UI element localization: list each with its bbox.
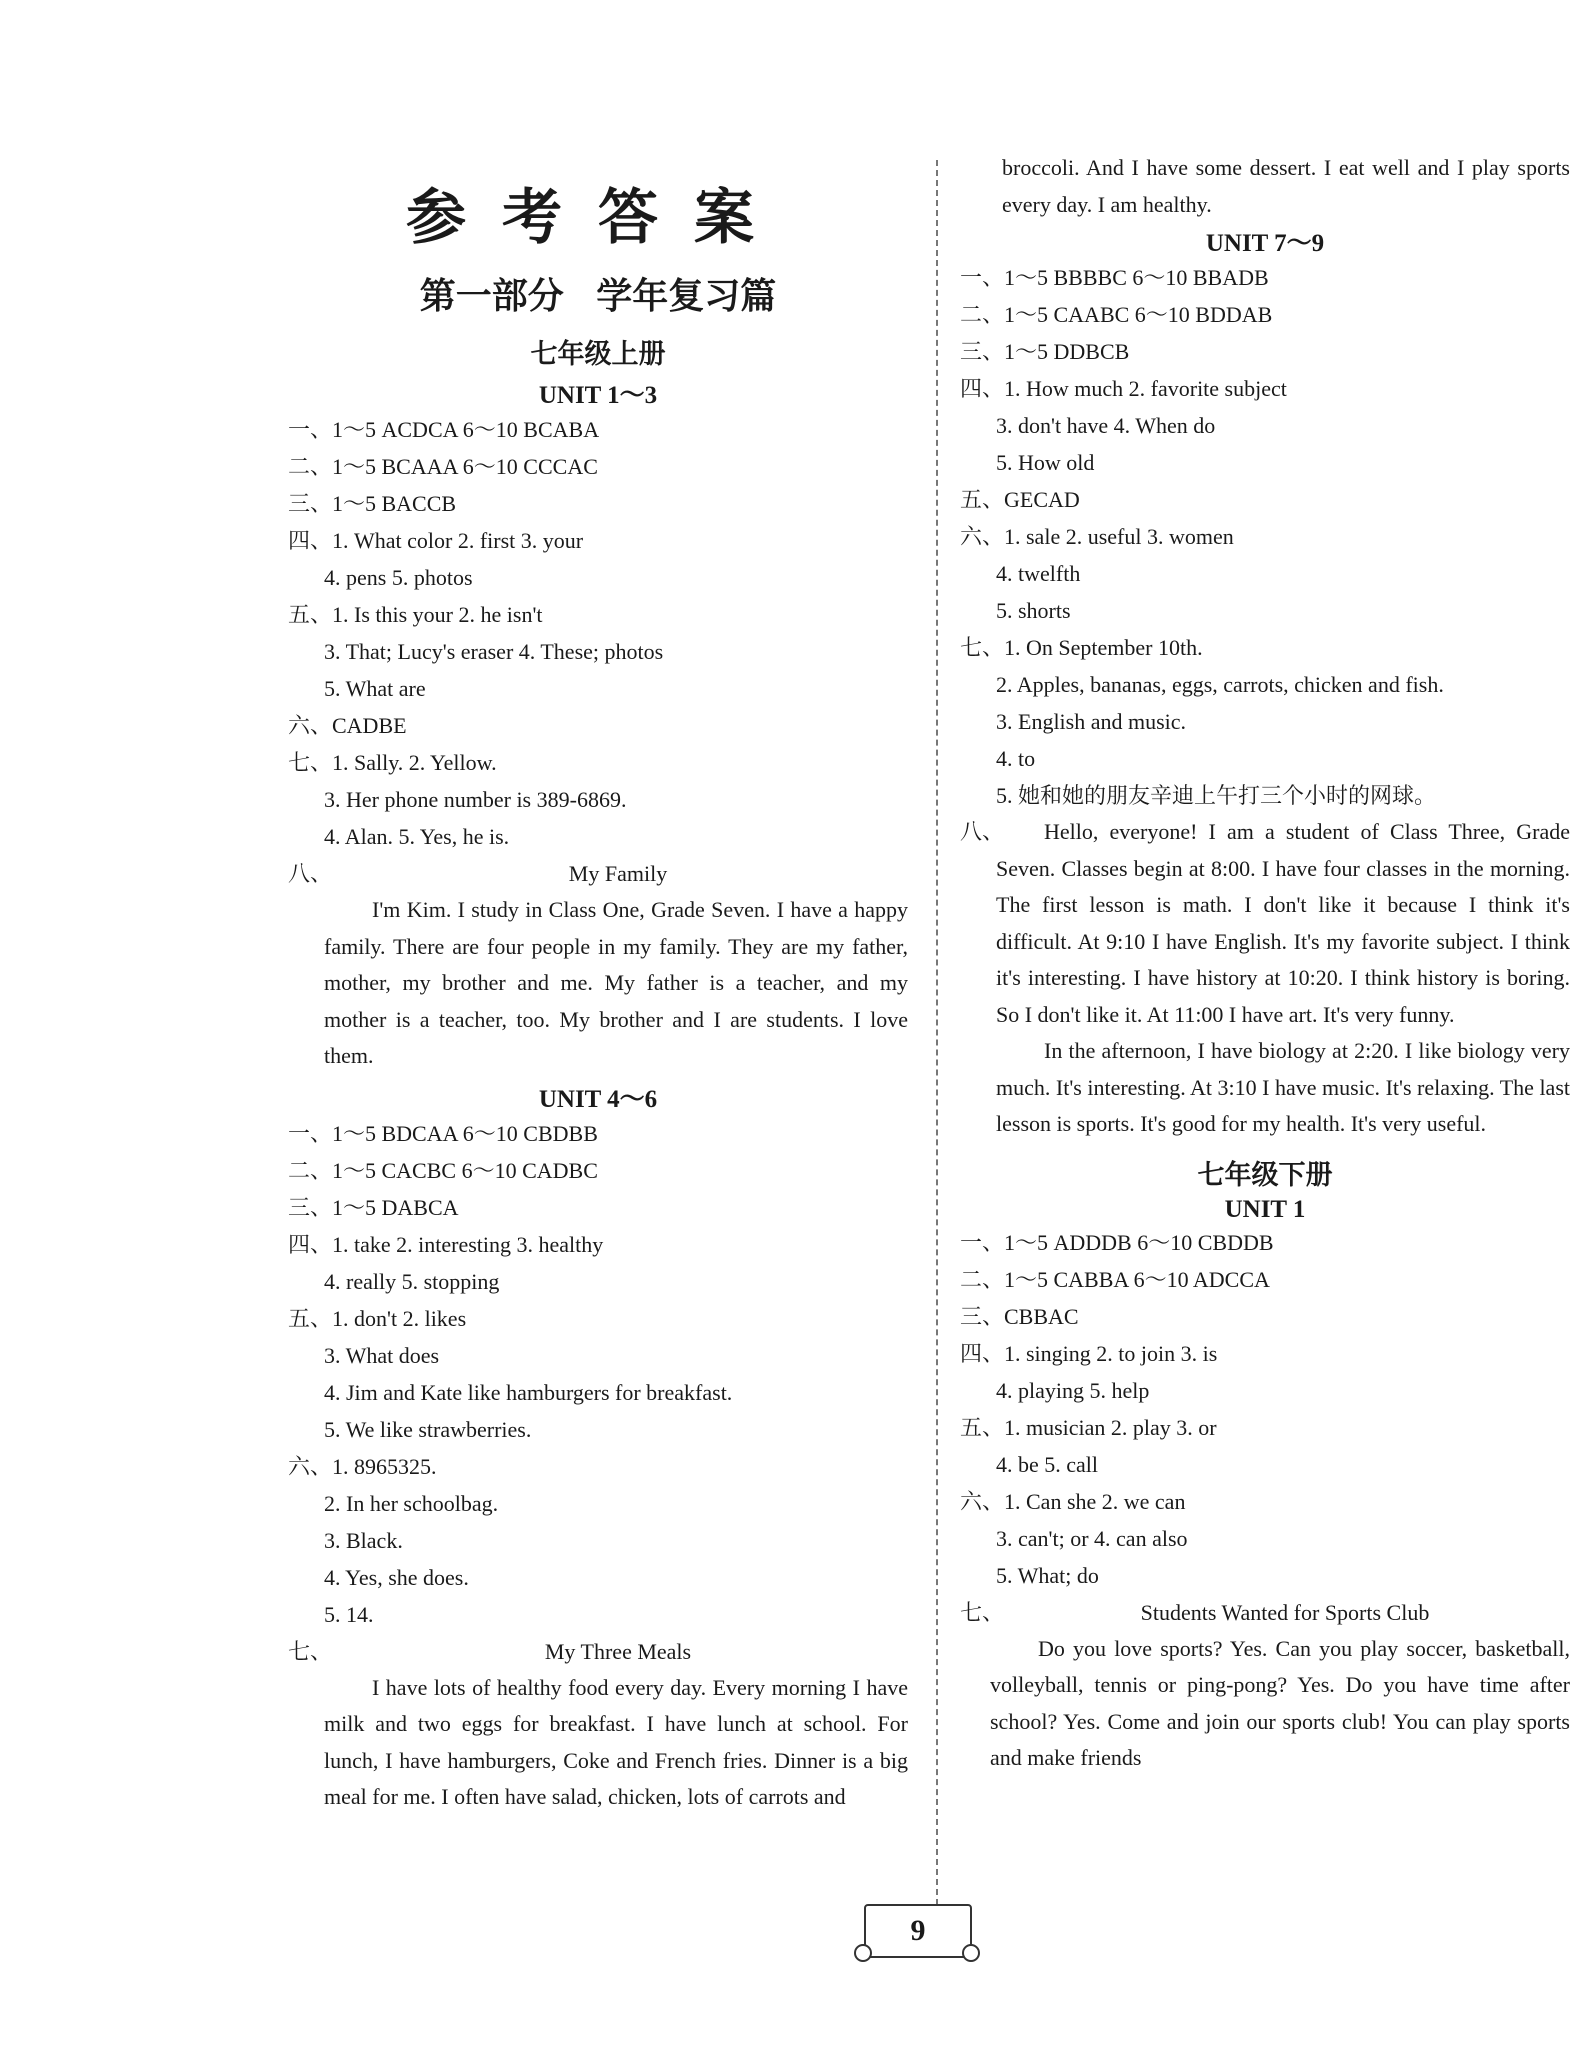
unit-heading: UNIT 7～9	[1205, 230, 1325, 257]
answer-line: 五、1. musician 2. play 3. or	[960, 1414, 1217, 1440]
answer-line: 4. to	[996, 746, 1036, 771]
page-number: 9	[864, 1904, 972, 1958]
answer-line: 三、CBBAC	[960, 1303, 1079, 1329]
answer-line: 5. We like strawberries.	[324, 1416, 532, 1442]
answer-line: 3. What does	[324, 1342, 440, 1368]
essay-paragraph: Do you love sports? Yes. Can you play soccer, basketball, volleyball, tennis or ping-pong? Yes. Do you have time after school? Yes. Come and join our sports club! You can play sports and make friends	[990, 1635, 1570, 1770]
answer-line: 六、1. Can she 2. we can	[960, 1488, 1186, 1514]
answer-line: 六、CADBE	[288, 713, 407, 738]
essay-continuation	[960, 150, 1570, 223]
essay-label: 八、	[960, 819, 1005, 844]
essay-paragraph: I have lots of healthy food every day. Every morning I have milk and two eggs for breakfast. I have lunch at school. For lunch, I have hamburgers, Coke and French fries. Dinner is a big meal for me. I often have salad, chicken, lots of carrots and	[324, 1674, 908, 1809]
essay-body	[960, 1631, 1570, 1777]
answer-line: 3. Her phone number is 389-6869.	[324, 787, 627, 812]
answer-line: 七、1. On September 10th.	[960, 635, 1203, 660]
answer-line: 4. Alan. 5. Yes, he is.	[324, 824, 510, 849]
answer-line: 4. playing 5. help	[996, 1377, 1150, 1403]
unit-heading: UNIT 4～6	[538, 1085, 658, 1113]
answer-line: 七、1. Sally. 2. Yellow.	[288, 750, 497, 775]
answer-line: 一、1～5 BDCAA 6～10 CBDBB	[288, 1120, 598, 1146]
answer-line: 3. English and music.	[996, 709, 1187, 734]
answer-line: 5. How old	[996, 450, 1095, 475]
answer-line: 三、1～5 DABCA	[288, 1194, 459, 1220]
answer-line: 二、1～5 BCAAA 6～10 CCCAC	[288, 454, 598, 479]
essay-paragraph: In the afternoon, I have biology at 2:20. I like biology very much. It's interesting. At 3:10 I have music. It's relaxing. The last lesson is sports. It's good for my health. It's very useful.	[996, 1038, 1570, 1136]
essay-label: 七、	[288, 1638, 333, 1664]
essay-heading	[288, 855, 908, 892]
answer-line: 一、1～5 BBBBC 6～10 BBADB	[960, 265, 1269, 290]
essay-label: 七、	[960, 1599, 1005, 1625]
answer-line: 四、1. take 2. interesting 3. healthy	[288, 1231, 604, 1257]
page-number-ornament-right	[962, 1944, 980, 1962]
answer-line: 5. shorts	[996, 598, 1071, 623]
left-column	[288, 332, 908, 1816]
essay-title: My Three Meals	[544, 1638, 692, 1664]
answer-line: 2. Apples, bananas, eggs, carrots, chicken and fish.	[996, 672, 1444, 697]
answer-line: 3. can't; or 4. can also	[996, 1525, 1188, 1551]
essay-heading	[288, 1633, 908, 1670]
answer-line: 4. Jim and Kate like hamburgers for breakfast.	[324, 1379, 733, 1405]
answer-line: 4. be 5. call	[996, 1451, 1099, 1477]
answer-line: 2. In her schoolbag.	[324, 1490, 499, 1516]
answer-line: 5. 她和她的朋友辛迪上午打三个小时的网球。	[996, 783, 1437, 808]
answer-line: 五、1. don't 2. likes	[288, 1305, 467, 1331]
part-name: 学年复习篇	[596, 276, 777, 317]
answer-line: 四、1. How much 2. favorite subject	[960, 376, 1287, 401]
essay-body	[960, 814, 1570, 1143]
answer-line: 三、1～5 DDBCB	[960, 339, 1130, 364]
essay-label: 八、	[288, 861, 333, 886]
answer-line: 五、GECAD	[960, 487, 1080, 512]
grade-heading: 七年级上册	[530, 339, 666, 370]
essay-body	[288, 892, 908, 1075]
answer-line: 四、1. What color 2. first 3. your	[288, 528, 584, 553]
answer-line: 3. That; Lucy's eraser 4. These; photos	[324, 639, 664, 664]
page-title: 参考答案	[406, 183, 790, 253]
answer-line: 二、1～5 CACBC 6～10 CADBC	[288, 1157, 598, 1183]
answer-line: 六、1. sale 2. useful 3. women	[960, 524, 1234, 549]
answer-line: 二、1～5 CABBA 6～10 ADCCA	[960, 1266, 1270, 1292]
answer-line: 5. What are	[324, 676, 426, 701]
essay-paragraph: Hello, everyone! I am a student of Class Three, Grade Seven. Classes begin at 8:00. I have four classes in the morning. The first lesson is math. I don't like it because I think it's difficult. At 9:10 I have English. It's my favorite subject. I think it's interesting. I have history at 10:20. I think history is boring. So I don't like it. At 11:00 I have art. It's very funny.	[996, 819, 1570, 1027]
answer-line: 五、1. Is this your 2. he isn't	[288, 602, 543, 627]
answer-line: 5. What; do	[996, 1562, 1099, 1588]
essay-title: My Family	[568, 861, 668, 886]
answer-line: 4. Yes, she does.	[324, 1564, 469, 1590]
unit-heading: UNIT 1	[1224, 1195, 1306, 1223]
answer-line: 4. really 5. stopping	[324, 1268, 500, 1294]
essay-paragraph: I'm Kim. I study in Class One, Grade Seven. I have a happy family. There are four people in my family. They are my father, mother, my brother and me. My father is a teacher, and my mother is a teacher, too. My brother and I are students. I love them.	[324, 897, 908, 1068]
grade-heading: 七年级下册	[1197, 1159, 1333, 1191]
part-title	[288, 268, 908, 319]
essay-title: Students Wanted for Sports Club	[1140, 1599, 1430, 1625]
answer-line: 5. 14.	[324, 1601, 374, 1627]
essay-body	[288, 1670, 908, 1816]
answer-line: 二、1～5 CAABC 6～10 BDDAB	[960, 302, 1273, 327]
answer-line: 三、1～5 BACCB	[288, 491, 457, 516]
answer-line: 4. twelfth	[996, 561, 1081, 586]
essay-heading	[960, 1594, 1570, 1631]
essay-paragraph: broccoli. And I have some dessert. I eat well and I play sports every day. I am healthy.	[1002, 155, 1570, 217]
answer-line: 一、1～5 ACDCA 6～10 BCABA	[288, 417, 600, 442]
answer-line: 六、1. 8965325.	[288, 1453, 437, 1479]
answer-line: 3. Black.	[324, 1527, 403, 1553]
answer-line: 一、1～5 ADDDB 6～10 CBDDB	[960, 1229, 1274, 1255]
answer-line: 4. pens 5. photos	[324, 565, 473, 590]
page-number-ornament-left	[854, 1944, 872, 1962]
right-column	[960, 150, 1570, 1777]
column-divider	[936, 160, 938, 1905]
unit-heading: UNIT 1～3	[538, 382, 658, 409]
answer-line: 3. don't have 4. When do	[996, 413, 1216, 438]
answer-line: 四、1. singing 2. to join 3. is	[960, 1340, 1218, 1366]
part-number: 第一部分	[419, 276, 564, 317]
